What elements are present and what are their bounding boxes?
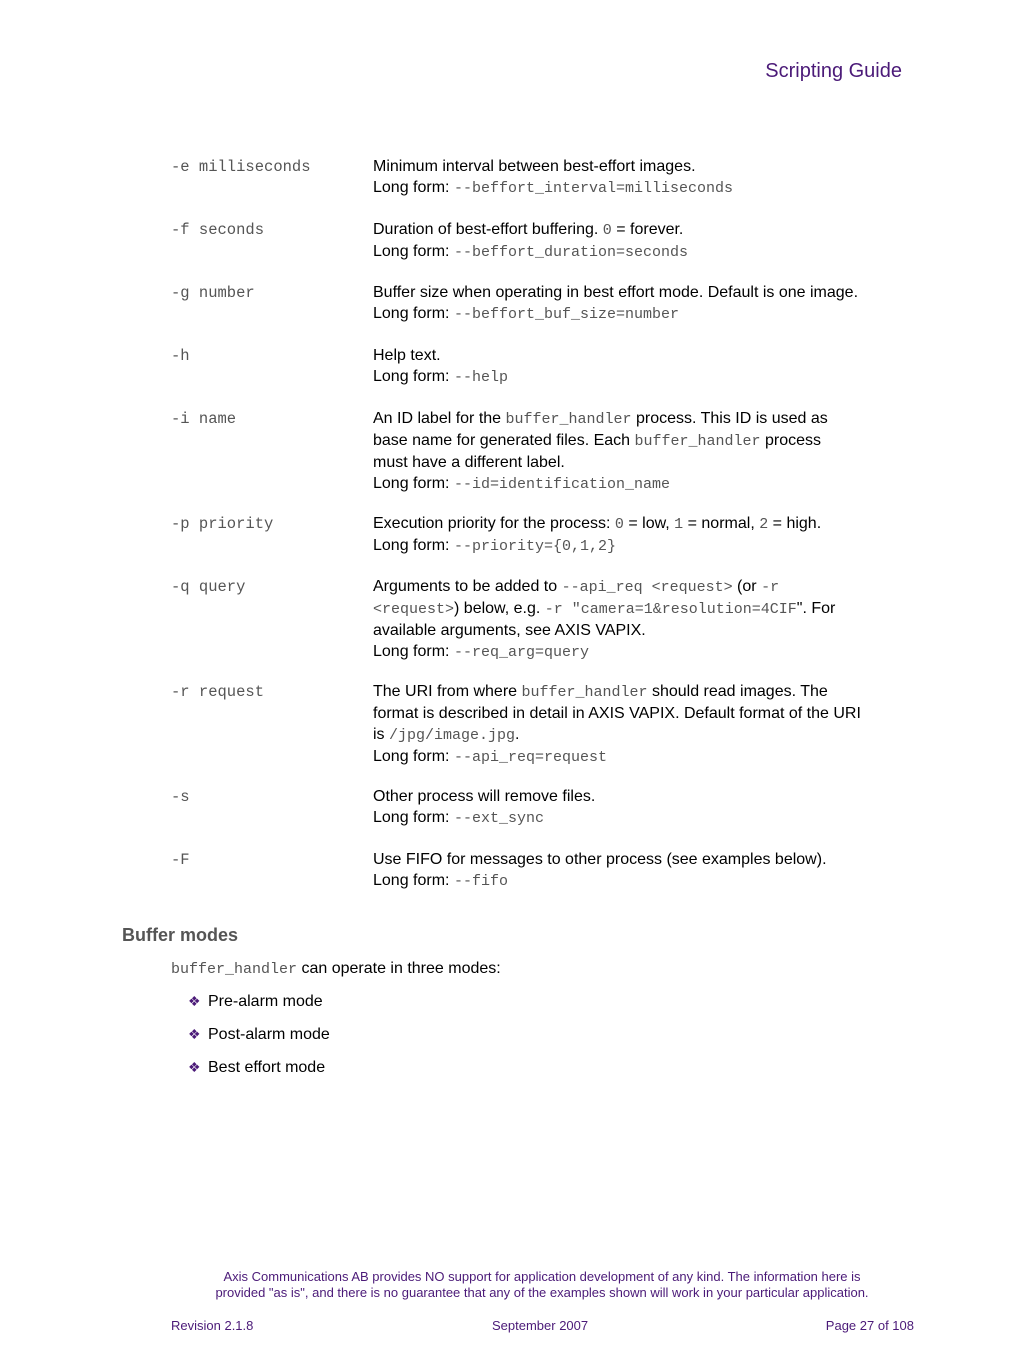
code-fragment: --req_arg=query: [453, 644, 589, 661]
code-fragment: -r: [761, 579, 780, 596]
footer-disclaimer: [150, 1269, 934, 1301]
code-fragment: --id=identification_name: [453, 476, 670, 493]
buffer-modes-list: [188, 991, 330, 1090]
option-flag: -g number: [171, 284, 255, 302]
code-fragment: --ext_sync: [453, 810, 544, 827]
diamond-bullet-icon: ❖: [188, 1026, 201, 1042]
section-heading-buffer-modes: Buffer modes: [122, 925, 239, 945]
text-fragment: Duration of best-effort buffering.: [373, 221, 603, 238]
text-fragment: ) below, e.g.: [454, 600, 545, 617]
buffer-modes-intro: [171, 958, 501, 980]
option-description: [373, 408, 913, 495]
option-flag: -F: [171, 851, 190, 869]
option-description: [373, 345, 913, 388]
text-fragment: = low,: [623, 515, 675, 532]
diamond-bullet-icon: ❖: [188, 1059, 201, 1075]
description-line: [373, 241, 913, 263]
option-description: [373, 282, 913, 325]
option-flag: -h: [171, 347, 190, 365]
text-fragment: Long form:: [373, 748, 454, 765]
footer-revision: Revision 2.1.8: [171, 1318, 254, 1333]
code-fragment: buffer_handler: [505, 411, 632, 428]
list-item: [188, 1024, 330, 1057]
text-fragment: An ID label for the: [373, 410, 506, 427]
text-fragment: should read images. The: [647, 683, 828, 700]
text-fragment: is: [373, 726, 389, 743]
description-line: [373, 282, 913, 303]
description-line: [373, 641, 913, 663]
text-fragment: Minimum interval between best-effort images.: [373, 158, 696, 175]
text-fragment: = high.: [768, 515, 822, 532]
description-line: [373, 786, 913, 807]
text-fragment: Execution priority for the process:: [373, 515, 615, 532]
description-line: [373, 345, 913, 366]
description-line: [373, 303, 913, 325]
text-fragment: (or: [732, 578, 762, 595]
description-line: [373, 452, 913, 473]
text-fragment: must have a different label.: [373, 454, 565, 471]
option-description: [373, 513, 913, 557]
list-item: [188, 1057, 330, 1090]
text-fragment: process: [760, 432, 821, 449]
text-fragment: format is described in detail in AXIS VAPIX. Default format of the URI: [373, 705, 861, 722]
description-line: [373, 724, 913, 746]
text-fragment: Long form:: [373, 537, 454, 554]
text-fragment: Other process will remove files.: [373, 788, 596, 805]
description-line: [373, 177, 913, 199]
list-item-label: Best effort mode: [208, 1059, 326, 1076]
text-fragment: base name for generated files. Each: [373, 432, 635, 449]
text-fragment: Buffer size when operating in best effort mode. Default is one image.: [373, 284, 859, 301]
option-flag: -p priority: [171, 515, 274, 533]
description-line: [373, 366, 913, 388]
description-line: [373, 703, 913, 724]
code-fragment: --priority={0,1,2}: [453, 538, 616, 555]
description-line: [373, 681, 913, 703]
intro-text: can operate in three modes:: [297, 960, 501, 977]
description-line: [373, 849, 913, 870]
text-fragment: Long form:: [373, 809, 454, 826]
text-fragment: Long form:: [373, 305, 454, 322]
option-flag: -r request: [171, 683, 265, 701]
option-description: [373, 681, 913, 768]
list-item: [188, 991, 330, 1024]
option-description: [373, 576, 913, 663]
text-fragment: Help text.: [373, 347, 441, 364]
option-flag: -s: [171, 788, 190, 806]
text-fragment: Arguments to be added to: [373, 578, 562, 595]
description-line: [373, 535, 913, 557]
code-fragment: --help: [453, 369, 508, 386]
text-fragment: = forever.: [611, 221, 684, 238]
text-fragment: .: [515, 726, 520, 743]
text-fragment: Long form:: [373, 243, 454, 260]
description-line: [373, 576, 913, 598]
code-fragment: --api_req <request>: [561, 579, 733, 596]
option-description: [373, 849, 913, 892]
option-description: [373, 156, 913, 199]
code-fragment: --beffort_duration=seconds: [453, 244, 688, 261]
code-fragment: --fifo: [453, 873, 508, 890]
code-fragment: --beffort_interval=milliseconds: [453, 180, 733, 197]
list-item-label: Pre-alarm mode: [208, 993, 323, 1010]
footer-page-number: Page 27 of 108: [825, 1318, 914, 1333]
text-fragment: Long form:: [373, 179, 454, 196]
description-line: [373, 156, 913, 177]
description-line: [373, 219, 913, 241]
description-line: [373, 598, 913, 620]
option-description: [373, 786, 913, 829]
description-line: [373, 746, 913, 768]
code-fragment: 2: [759, 516, 769, 533]
code-fragment: --api_req=request: [453, 749, 607, 766]
option-flag: -q query: [171, 578, 246, 596]
footer-date: September 2007: [492, 1318, 589, 1333]
description-line: [373, 807, 913, 829]
code-fragment: buffer_handler: [634, 433, 761, 450]
code-fragment: 1: [674, 516, 684, 533]
text-fragment: = normal,: [683, 515, 760, 532]
description-line: [373, 870, 913, 892]
text-fragment: Long form:: [373, 643, 454, 660]
document-title: Scripting Guide: [765, 60, 902, 82]
code-fragment: <request>: [373, 601, 455, 618]
text-fragment: Use FIFO for messages to other process (see examples below).: [373, 851, 827, 868]
code-fragment: 0: [614, 516, 624, 533]
description-line: [373, 408, 913, 430]
text-fragment: process. This ID is used as: [631, 410, 828, 427]
description-line: [373, 473, 913, 495]
option-description: [373, 219, 913, 263]
text-fragment: ". For: [796, 600, 836, 617]
code-fragment: -r "camera=1&resolution=4CIF: [544, 601, 797, 618]
list-item-label: Post-alarm mode: [208, 1026, 330, 1043]
diamond-bullet-icon: ❖: [188, 993, 201, 1009]
text-fragment: Long form:: [373, 368, 454, 385]
option-flag: -e milliseconds: [171, 158, 311, 176]
code-fragment: /jpg/image.jpg: [389, 727, 516, 744]
option-flag: -i name: [171, 410, 237, 428]
option-flag: -f seconds: [171, 221, 265, 239]
description-line: [373, 620, 913, 641]
footer-disclaimer-line: provided "as is", and there is no guarantee that any of the examples shown will work in your particular application.: [215, 1285, 869, 1300]
text-fragment: available arguments, see AXIS VAPIX.: [373, 622, 646, 639]
text-fragment: Long form:: [373, 872, 454, 889]
footer-disclaimer-line: Axis Communications AB provides NO support for application development of any kind. The information here is: [223, 1269, 861, 1284]
description-line: [373, 430, 913, 452]
code-fragment: 0: [602, 222, 612, 239]
intro-code: buffer_handler: [171, 961, 298, 978]
text-fragment: Long form:: [373, 475, 454, 492]
text-fragment: The URI from where: [373, 683, 522, 700]
code-fragment: buffer_handler: [521, 684, 648, 701]
description-line: [373, 513, 913, 535]
code-fragment: --beffort_buf_size=number: [453, 306, 679, 323]
